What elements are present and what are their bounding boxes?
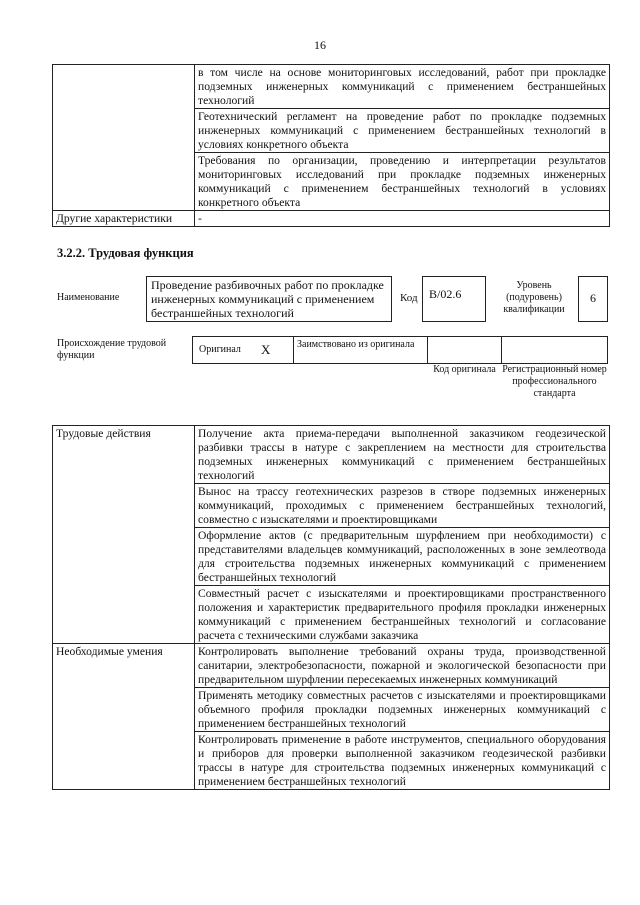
- table-row: [53, 65, 610, 109]
- labor-actions-label: Трудовые действия: [53, 426, 195, 644]
- original-label: Оригинал: [199, 344, 241, 355]
- table-cell: Контролировать выполнение требований охраны труда, производственной санитарии, электробезопасности, пожарной и экологической безопасности при предварительном шурфлении пересекаемых инженерных коммуникаций: [195, 644, 610, 688]
- function-details-table: [52, 425, 610, 790]
- borrowed-label: Заимствовано из оригинала: [297, 339, 415, 350]
- borrowed-cell: [293, 336, 428, 364]
- table-cell: Совместный расчет с изыскателями и проектировщиками пространственного положения и характеристик предварительного профиля прокладки инженерных коммуникаций с применением бестраншейных технологий и согласование расчета с техническими службами заказчика: [195, 586, 610, 644]
- table-cell: Получение акта приема-передачи выполненной заказчиком геодезической разбивки трассы в натуре с закреплением на местности для строительства подземных инженерных коммуникаций с применением бестраншейных технологий: [195, 426, 610, 484]
- registration-number-cell: [501, 336, 608, 364]
- table-row: [53, 644, 610, 688]
- qualification-level-label: Уровень (подуровень) квалификации: [503, 280, 565, 315]
- qualification-level-box: 6: [578, 276, 608, 322]
- other-characteristics-label: Другие характеристики: [53, 211, 195, 227]
- top-characteristics-table: [52, 64, 610, 227]
- table-row: [53, 211, 610, 227]
- original-code-cell: [427, 336, 502, 364]
- table-cell: Оформление актов (с предварительным шурфлением при необходимости) с представителями владельцев коммуникаций, расположенных в зоне землеотвода для строительства подземных инженерных коммуникаций с применением бестраншейных технологий: [195, 528, 610, 586]
- table-cell: Контролировать применение в работе инструментов, специального оборудования и приборов для проверки выполненной заказчиком геодезической разбивки трассы в натуре для строительства подземных инженерных коммуникаций с применением бестраншейных технологий: [195, 732, 610, 790]
- skills-label: Необходимые умения: [53, 644, 195, 790]
- empty-label-cell: [53, 65, 195, 211]
- function-name-box: Проведение разбивочных работ по прокладке инженерных коммуникаций с применением бестраншейных технологий: [146, 276, 392, 322]
- origin-row: [192, 336, 608, 364]
- section-heading: 3.2.2. Трудовая функция: [57, 246, 194, 260]
- name-label: Наименование: [57, 292, 120, 303]
- table-cell: Вынос на трассу геотехнических разрезов в створе подземных инженерных коммуникаций, проходимых с применением бестраншейных технологий, совместно с изыскателями и проектировщиками: [195, 484, 610, 528]
- code-label: Код: [400, 292, 418, 304]
- origin-label: Происхождение трудовой функции: [57, 338, 167, 361]
- original-cell: [192, 336, 294, 364]
- table-row: [53, 426, 610, 484]
- table-cell: Геотехнический регламент на проведение работ по прокладке подземных инженерных коммуникаций с применением бестраншейных технологий в условиях конкретного объекта: [195, 109, 610, 153]
- table-cell: Требования по организации, проведению и интерпретации результатов мониторинговых исследований при прокладке подземных инженерных коммуникаций с применением бестраншейных технологий в условиях конкретного объекта: [195, 153, 610, 211]
- code-caption: Код оригинала: [433, 364, 496, 375]
- page-number: 16: [314, 38, 326, 52]
- table-cell: в том числе на основе мониторинговых исследований, работ при прокладке подземных инженерных коммуникаций с применением бестраншейных технологий: [195, 65, 610, 109]
- function-code-box: B/02.6: [422, 276, 486, 322]
- table-cell: Применять методику совместных расчетов с изыскателями и проектировщиками объемного профиля прокладки подземных инженерных коммуникаций с применением бестраншейных технологий: [195, 688, 610, 732]
- other-characteristics-value: -: [195, 211, 610, 227]
- original-mark: X: [261, 342, 271, 357]
- registration-caption: Регистрационный номер профессионального стандарта: [502, 364, 607, 399]
